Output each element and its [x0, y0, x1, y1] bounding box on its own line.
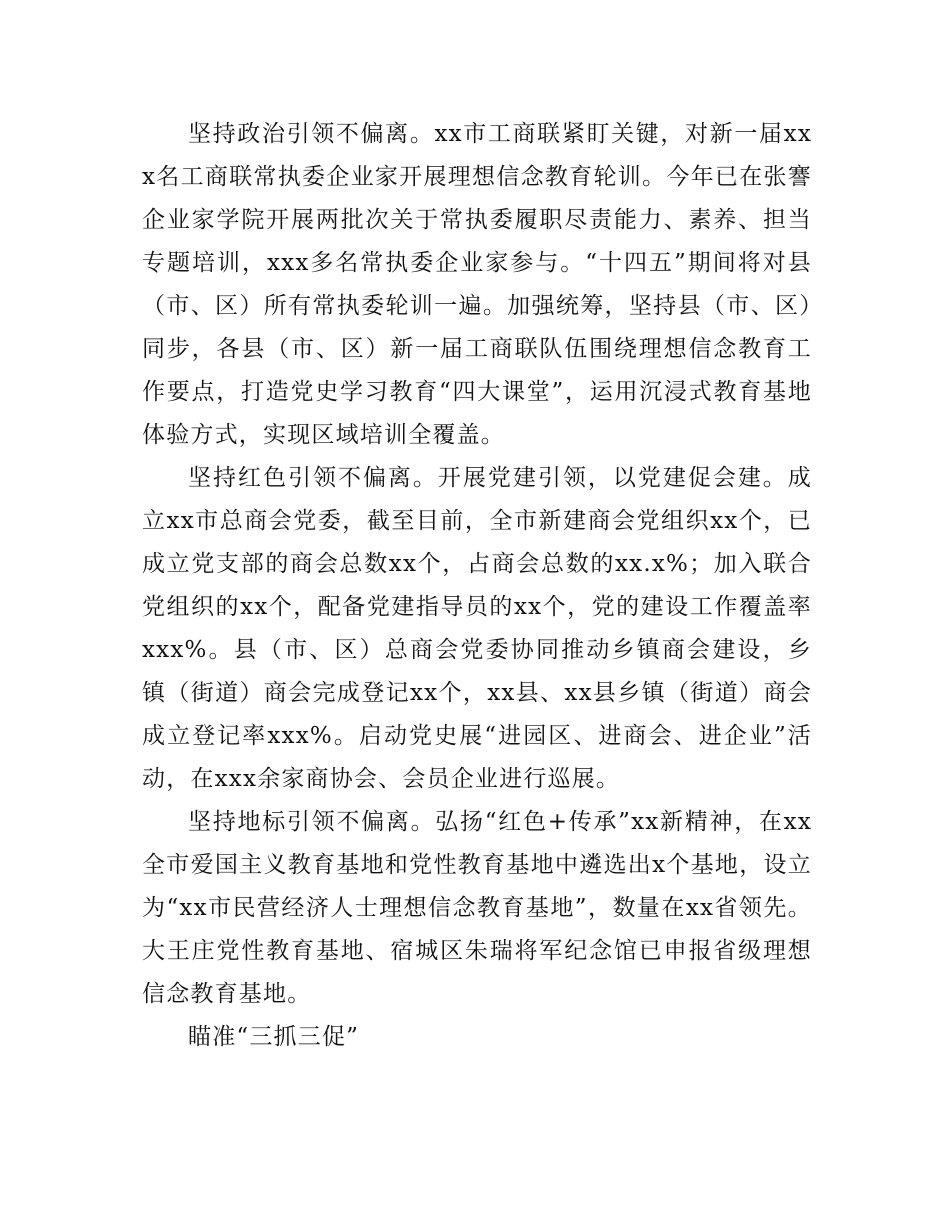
- paragraph-red-guidance: 坚持红色引领不偏离。开展党建引领，以党建促会建。成立xx市总商会党委，截至目前，全市新建商会党组织xx个，已成立党支部的商会总数xx个，占商会总数的xx.x%；加入联合党组织的xx个，配备党建指导员的xx个，党的建设工作覆盖率xxx%。县（市、区）总商会党委协同推动乡镇商会建设，乡镇（街道）商会完成登记xx个，xx县、xx县乡镇（街道）商会成立登记率xxx%。启动党史展“进园区、进商会、进企业”活动，在xxx余家商协会、会员企业进行巡展。: [142, 465, 812, 792]
- paragraph-landmark-guidance: 坚持地标引领不偏离。弘扬“红色+传承”xx新精神，在xx全市爱国主义教育基地和党性教育基地中遴选出x个基地，设立为“xx市民营经济人士理想信念教育基地”，数量在xx省领先。大王庄党性教育基地、宿城区朱瑞将军纪念馆已申报省级理想信念教育基地。: [142, 809, 812, 1007]
- paragraph-section-heading: 瞄准“三抓三促”: [188, 1024, 360, 1050]
- paragraph-political-guidance: 坚持政治引领不偏离。xx市工商联紧盯关键，对新一届xxx名工商联常执委企业家开展理想信念教育轮训。今年已在张謇企业家学院开展两批次关于常执委履职尽责能力、素养、担当专题培训，xxx多名常执委企业家参与。“十四五”期间将对县（市、区）所有常执委轮训一遍。加强统筹，坚持县（市、区）同步，各县（市、区）新一届工商联队伍围绕理想信念教育工作要点，打造党史学习教育“四大课堂”，运用沉浸式教育基地体验方式，实现区域培训全覆盖。: [142, 121, 812, 448]
- document-body: [142, 113, 812, 1059]
